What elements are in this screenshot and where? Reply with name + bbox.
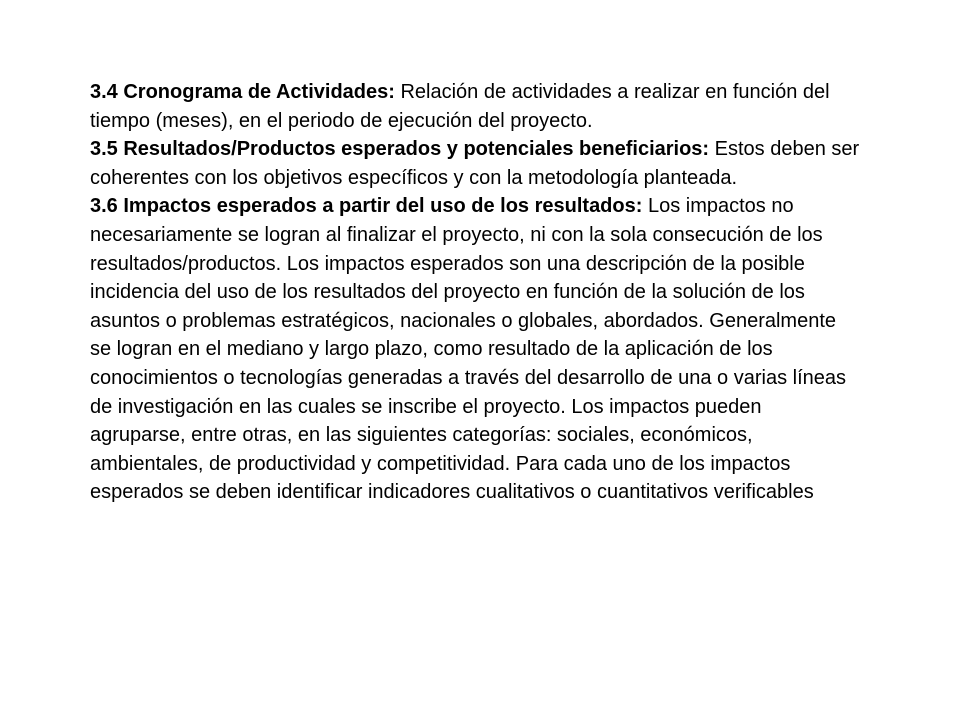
section-body-impactos: Los impactos no necesariamente se logran al finalizar el proyecto, ni con la sola consecución de los resultados/productos. Los impactos esperados son una descripción de la posible incidencia del uso de los resultados del proyecto en función de la solución de los asuntos o problemas estratégicos, nacionales o globales, abordados. Generalmente se logran en el mediano y largo plazo, como resultado de la aplicación de los conocimientos o tecnologías generadas a través del desarrollo de una o varias líneas de investigación en las cuales se inscribe el proyecto. Los impactos pueden agruparse, entre otras, en las siguientes categorías: sociales, económicos, ambientales, de productividad y competitividad. Para cada uno de los impactos esperados se deben identificar indicadores cualitativos o cuantitativos verificables: [90, 195, 847, 504]
section-heading-impactos: 3.6 Impactos esperados a partir del uso de los resultados:: [90, 195, 643, 218]
section-cronograma: [90, 78, 860, 135]
section-body-cronograma: Relación de actividades a realizar en función del tiempo (meses), en el periodo de ejecución del proyecto.: [90, 81, 830, 132]
section-impactos: [90, 192, 860, 507]
section-heading-resultados: 3.5 Resultados/Productos esperados y potenciales beneficiarios:: [90, 138, 710, 161]
section-body-resultados: Estos deben ser coherentes con los objetivos específicos y con la metodología planteada.: [90, 138, 860, 189]
section-resultados: [90, 135, 860, 192]
text-block: [90, 78, 860, 507]
section-heading-cronograma: 3.4 Cronograma de Actividades:: [90, 81, 395, 103]
